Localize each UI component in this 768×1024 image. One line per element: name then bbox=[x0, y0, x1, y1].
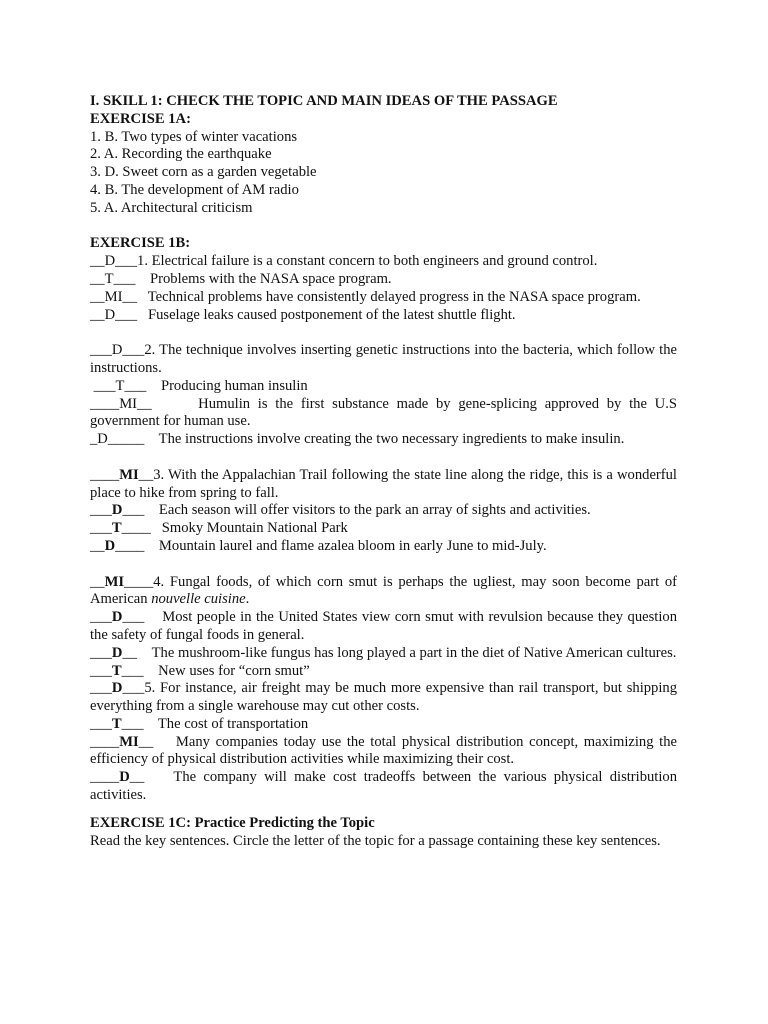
answer-mark: ___T___ bbox=[90, 377, 147, 394]
q4-option bbox=[90, 663, 677, 681]
italic-term: nouvelle cuisine bbox=[151, 591, 246, 608]
q3-option bbox=[90, 502, 677, 520]
question-text: 1. Electrical failure is a constant concern to both engineers and ground control. bbox=[137, 253, 598, 270]
answer-blank: __ bbox=[122, 644, 138, 661]
answer-blank: ___ bbox=[122, 502, 145, 519]
option-text: Many companies today use the total physical distribution concept, maximizing the efficiency of physical distribution activities while maximizing their cost. bbox=[90, 733, 678, 768]
answer-blank: ___ bbox=[90, 520, 112, 537]
q3-main bbox=[90, 467, 677, 503]
answer-mark: __MI__ bbox=[90, 288, 138, 305]
exercise-1b-title: EXERCISE 1B: bbox=[90, 235, 191, 252]
option-text: Humulin is the first substance made by gene-splicing approved by the U.S government for human use. bbox=[90, 395, 677, 430]
answer-blank: ___ bbox=[90, 502, 112, 519]
option-text: Each season will offer visitors to the park an array of sights and activities. bbox=[158, 502, 591, 519]
q3-option bbox=[90, 520, 677, 538]
answer-mark: T bbox=[111, 715, 122, 732]
answer-blank: ____ bbox=[115, 537, 145, 554]
answer-mark: T bbox=[111, 520, 122, 537]
q1-option bbox=[90, 289, 677, 307]
question-text: 3. With the Appalachian Trail following the state line along the ridge, this is a wonderful place to hike from spring to fall. bbox=[90, 466, 677, 501]
option-text: Fuselage leaks caused postponement of the latest shuttle flight. bbox=[147, 306, 516, 323]
document-page bbox=[90, 93, 677, 850]
q1-option bbox=[90, 307, 677, 325]
answer-blank: __ bbox=[138, 733, 154, 750]
answer-mark: MI bbox=[119, 733, 139, 750]
answer-mark: _D_____ bbox=[90, 431, 145, 448]
answer-blank: ____ bbox=[124, 573, 154, 590]
question-text: 4. Fungal foods, of which corn smut is perhaps the ugliest, may soon become part of American bbox=[90, 573, 677, 608]
option-text: The mushroom-like fungus has long played a part in the diet of Native American cultures. bbox=[151, 644, 677, 661]
answer-blank: ___ bbox=[90, 715, 112, 732]
answer-blank: ___ bbox=[90, 609, 112, 626]
answer-mark: MI bbox=[104, 573, 125, 590]
answer-mark: D bbox=[111, 680, 123, 697]
option-text: The instructions involve creating the two necessary ingredients to make insulin. bbox=[158, 431, 625, 448]
exercise-1a-item: 3. D. Sweet corn as a garden vegetable bbox=[90, 164, 317, 181]
answer-mark: ___D___ bbox=[90, 342, 145, 359]
section-heading: I. SKILL 1: CHECK THE TOPIC AND MAIN IDEAS OF THE PASSAGE bbox=[90, 93, 558, 109]
answer-blank: ___ bbox=[122, 609, 145, 626]
q2-main bbox=[90, 342, 677, 378]
answer-mark: __D___ bbox=[90, 253, 138, 270]
q2-option bbox=[90, 378, 677, 396]
q4-main bbox=[90, 574, 677, 610]
answer-blank: ___ bbox=[90, 644, 112, 661]
q2-option bbox=[90, 396, 677, 432]
answer-blank: ___ bbox=[121, 715, 144, 732]
answer-mark: D bbox=[111, 609, 123, 626]
option-text: New uses for “corn smut” bbox=[158, 662, 310, 679]
answer-mark: __T___ bbox=[90, 270, 136, 287]
option-text: The cost of transportation bbox=[157, 715, 309, 732]
answer-blank: ___ bbox=[121, 662, 144, 679]
option-text: Smoky Mountain National Park bbox=[161, 520, 348, 537]
answer-blank: ___ bbox=[90, 680, 112, 697]
exercise-1a-item: 1. B. Two types of winter vacations bbox=[90, 128, 298, 145]
answer-mark: ____MI__ bbox=[90, 395, 152, 412]
q5-main bbox=[90, 680, 677, 716]
q4-option bbox=[90, 645, 677, 663]
exercise-1a-title: EXERCISE 1A: bbox=[90, 110, 191, 127]
answer-blank: __ bbox=[90, 537, 105, 554]
answer-blank: ___ bbox=[90, 662, 112, 679]
answer-blank: ____ bbox=[121, 520, 151, 537]
q3-option bbox=[90, 538, 677, 556]
answer-blank: __ bbox=[129, 769, 145, 786]
q4-option bbox=[90, 609, 677, 645]
answer-blank: __ bbox=[90, 573, 105, 590]
answer-blank: __ bbox=[138, 466, 154, 483]
option-text: Mountain laurel and flame azalea bloom in early June to mid-July. bbox=[158, 537, 547, 554]
q5-option bbox=[90, 716, 677, 734]
answer-blank: ____ bbox=[90, 733, 120, 750]
answer-mark: D bbox=[111, 644, 123, 661]
exercise-1a-item: 5. A. Architectural criticism bbox=[90, 199, 253, 216]
answer-mark: MI bbox=[119, 466, 139, 483]
exercise-1a-item: 4. B. The development of AM radio bbox=[90, 181, 299, 198]
answer-mark: __D___ bbox=[90, 306, 138, 323]
question-text: 5. For instance, air freight may be much more expensive than rail transport, but shipping everything from a single warehouse may cut other costs. bbox=[90, 680, 677, 715]
question-text: 2. The technique involves inserting genetic instructions into the bacteria, which follow the instructions. bbox=[90, 342, 677, 376]
exercise-1a-item: 2. A. Recording the earthquake bbox=[90, 146, 272, 163]
answer-blank: ____ bbox=[90, 466, 120, 483]
answer-mark: D bbox=[104, 537, 116, 554]
q1-main bbox=[90, 253, 677, 271]
q1-option bbox=[90, 271, 677, 289]
option-text: Technical problems have consistently delayed progress in the NASA space program. bbox=[147, 288, 641, 305]
answer-mark: D bbox=[111, 502, 123, 519]
exercise-1c-instructions: Read the key sentences. Circle the letter of the topic for a passage containing these key sentences. bbox=[90, 832, 661, 849]
q5-option bbox=[90, 734, 677, 770]
punctuation: . bbox=[245, 591, 250, 608]
option-text: The company will make cost tradeoffs between the various physical distribution activities. bbox=[90, 769, 678, 804]
answer-mark: D bbox=[119, 769, 130, 786]
option-text: Problems with the NASA space program. bbox=[150, 270, 392, 287]
answer-mark: T bbox=[111, 662, 122, 679]
option-text: Producing human insulin bbox=[160, 377, 308, 394]
q5-option bbox=[90, 769, 677, 805]
exercise-1c-title: EXERCISE 1C: Practice Predicting the Topic bbox=[90, 814, 375, 831]
q2-option bbox=[90, 431, 677, 449]
answer-blank: ___ bbox=[122, 680, 145, 697]
option-text: Most people in the United States view corn smut with revulsion because they question the safety of fungal foods in general. bbox=[90, 609, 677, 643]
answer-blank: ____ bbox=[90, 769, 120, 786]
